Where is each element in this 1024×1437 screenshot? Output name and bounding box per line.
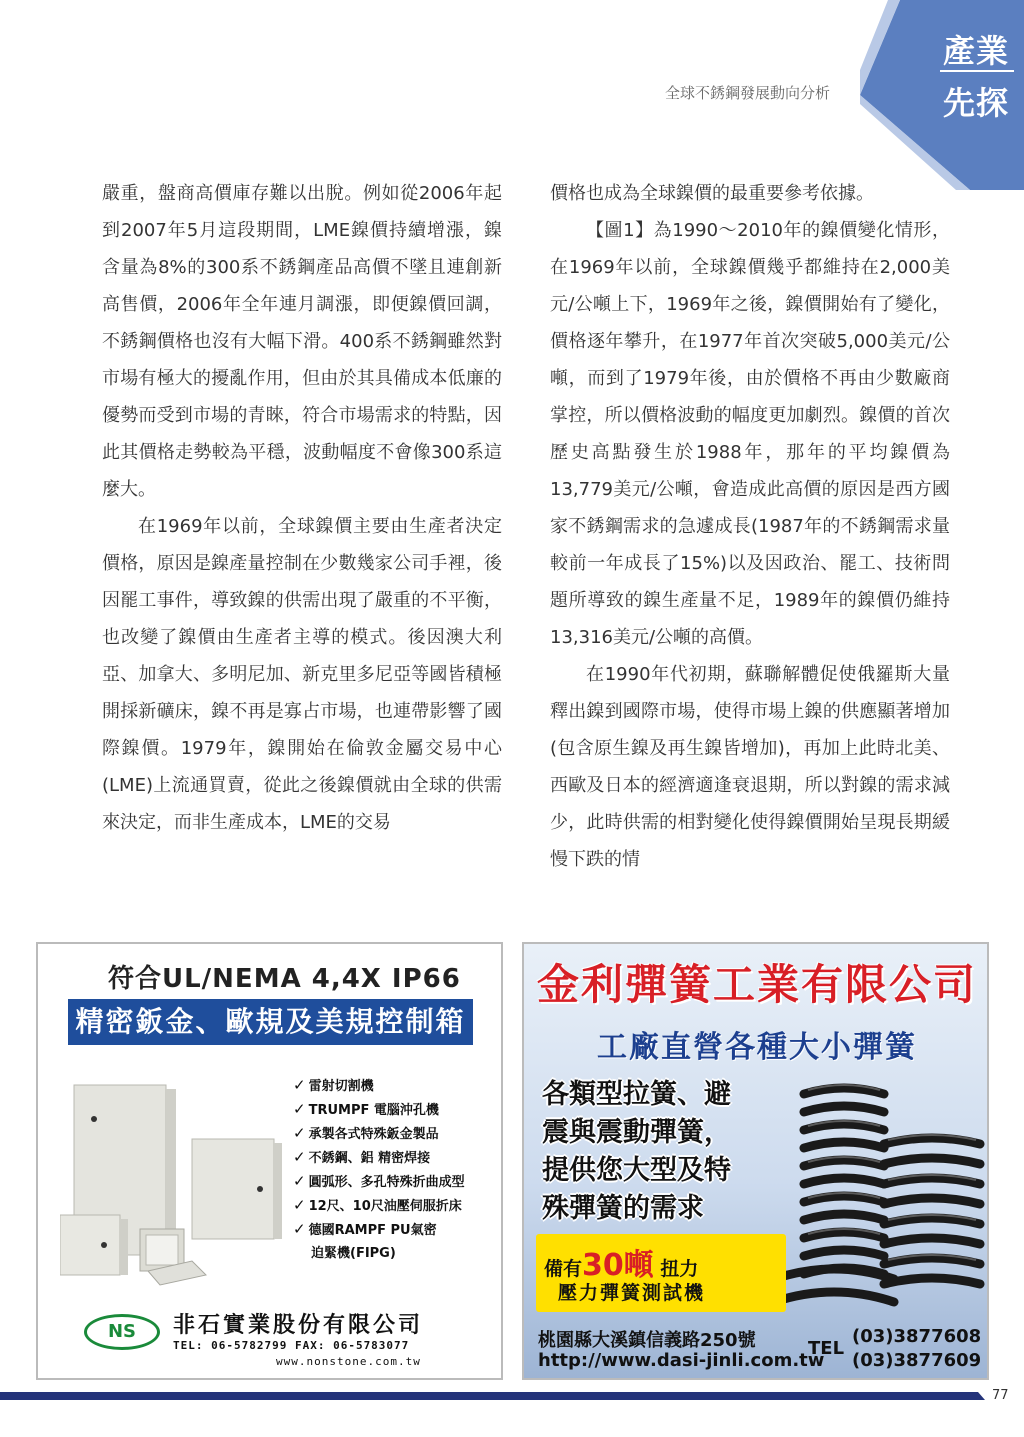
- feature-item: ✓ 12尺、10尺油壓伺服折床: [293, 1196, 462, 1214]
- feature-item: ✓ 德國RAMPF PU氣密: [293, 1220, 437, 1238]
- check-icon: ✓: [293, 1172, 306, 1190]
- description-line: 震與震動彈簧，: [542, 1117, 731, 1148]
- description-line: 各類型拉簧、避: [542, 1079, 731, 1110]
- tel-number: (03)3877609: [852, 1350, 982, 1371]
- ad-website-link[interactable]: www.nonstone.com.tw: [276, 1355, 421, 1368]
- page-number: 77: [992, 1388, 1009, 1403]
- stock-info: 備有30噸 扭力: [544, 1248, 699, 1283]
- paragraph: 【圖1】為1990～2010年的鎳價變化情形，在1969年以前，全球鎳價幾乎都維持在2,000美元/公噸上下，1969年之後，鎳價開始有了變化，價格逐年攀升，在1977年首次突破5,000美元/公噸，而到了1979年後，由於價格不再由少數廠商掌控，所以價格波動的幅度更加劇烈。鎳價的首次歷史高點發生於1988年，那年的平均鎳價為13,779美元/公噸，會造成此高價的原因是西方國家不銹鋼需求的急遽成長(1987年的不銹鋼需求量較前一年成長了15%)以及因政治、罷工、技術問題所導致的鎳生產量不足，1989年的鎳價仍維持13,316美元/公噸的高價。: [550, 220, 950, 648]
- check-icon: ✓: [293, 1100, 306, 1118]
- feature-item: ✓ TRUMPF 電腦沖孔機: [293, 1100, 439, 1118]
- advertisement-nonstone[interactable]: [36, 942, 503, 1380]
- ad-address: 桃園縣大溪鎮信義路250號: [538, 1330, 756, 1351]
- tel-number: (03)3877608: [852, 1326, 982, 1347]
- paragraph: 嚴重，盤商高價庫存難以出脫。例如從2006年起到2007年5月這段期間，LME鎳價持續增漲，鎳含量為8%的300系不銹鋼產品高價不墜且連創新高售價，2006年全年連月調漲，即便鎳價回調，不銹鋼價格也沒有大幅下滑。400系不銹鋼雖然對市場有極大的擾亂作用，但由於其具備成本低廉的優勢而受到市場的青睞，符合市場需求的特點，因此其價格走勢較為平穩，波動幅度不會像300系這麼大。: [102, 183, 502, 500]
- ad-subtitle: 工廠直營各種大小彈簧: [597, 1030, 917, 1065]
- stock-number: 30噸: [582, 1248, 654, 1283]
- tel-label: TEL: [808, 1338, 845, 1359]
- paragraph: 在1969年以前，全球鎳價主要由生產者決定價格，原因是鎳產量控制在少數幾家公司手裡，後因罷工事件，導致鎳的供需出現了嚴重的不平衡，也改變了鎳價由生產者主導的模式。後因澳大利亞、加拿大、多明尼加、新克里多尼亞等國皆積極開採新礦床，鎳不再是寡占市場，也連帶影響了國際鎳價。1979年，鎳開始在倫敦金屬交易中心(LME)上流通買賣，從此之後鎳價就由全球的供需來決定，而非生產成本，LME的交易: [102, 516, 502, 833]
- ad-company-name: 金利彈簧工業有限公司: [536, 960, 977, 1009]
- spring-illustration: [774, 1064, 989, 1324]
- feature-item: ✓ 雷射切割機: [293, 1076, 374, 1094]
- control-box-illustration: [60, 1079, 290, 1289]
- footer-bar: [0, 1392, 985, 1400]
- badge-divider: [940, 70, 1014, 72]
- ad-contact: TEL: 06-5782799 FAX: 06-5783077: [173, 1339, 410, 1352]
- paragraph: 價格也成為全球鎳價的最重要參考依據。: [550, 183, 874, 204]
- ad-headline: 符合UL/NEMA 4,4X IP66: [108, 964, 461, 994]
- check-icon: ✓: [293, 1196, 306, 1214]
- ad-banner: 精密鈑金、歐規及美規控制箱: [68, 999, 473, 1045]
- check-icon: ✓: [293, 1076, 306, 1094]
- description-line: 殊彈簧的需求: [542, 1193, 704, 1224]
- feature-list: [293, 1074, 503, 1265]
- paragraph: 在1990年代初期，蘇聯解體促使俄羅斯大量釋出鎳到國際市場，使得市場上鎳的供應顯著增加(包含原生鎳及再生鎳皆增加)，再加上此時北美、西歐及日本的經濟適逢衰退期，所以對鎳的需求減少，此時供需的相對變化使得鎳價開始呈現長期緩慢下跌的情: [550, 664, 950, 870]
- ad-description: [542, 1076, 802, 1228]
- feature-item: ✓ 圓弧形、多孔特殊折曲成型: [293, 1172, 465, 1190]
- right-column: [550, 175, 950, 878]
- check-icon: ✓: [293, 1220, 306, 1238]
- check-icon: ✓: [293, 1148, 306, 1166]
- article-title: 全球不銹鋼發展動向分析: [664, 84, 830, 102]
- ad-company-name: 非石實業股份有限公司: [173, 1313, 424, 1338]
- left-column: [102, 175, 502, 841]
- badge-line-1: 產業: [942, 32, 1009, 70]
- advertisement-jinli-spring[interactable]: [522, 942, 989, 1380]
- badge-line-2: 先探: [942, 84, 1009, 122]
- description-line: 提供您大型及特: [542, 1155, 731, 1186]
- ad-website-link[interactable]: http://www.dasi-jinli.com.tw: [538, 1350, 825, 1371]
- machine-info: 壓力彈簧測試機: [558, 1282, 706, 1304]
- feature-item: ✓ 不銹鋼、鋁 精密焊接: [293, 1148, 431, 1166]
- check-icon: ✓: [293, 1124, 306, 1142]
- feature-item: ✓ 承製各式特殊鈑金製品: [293, 1124, 439, 1142]
- ns-logo: NS: [84, 1314, 160, 1350]
- feature-item-continuation: 迫緊機(FIPG): [311, 1246, 396, 1261]
